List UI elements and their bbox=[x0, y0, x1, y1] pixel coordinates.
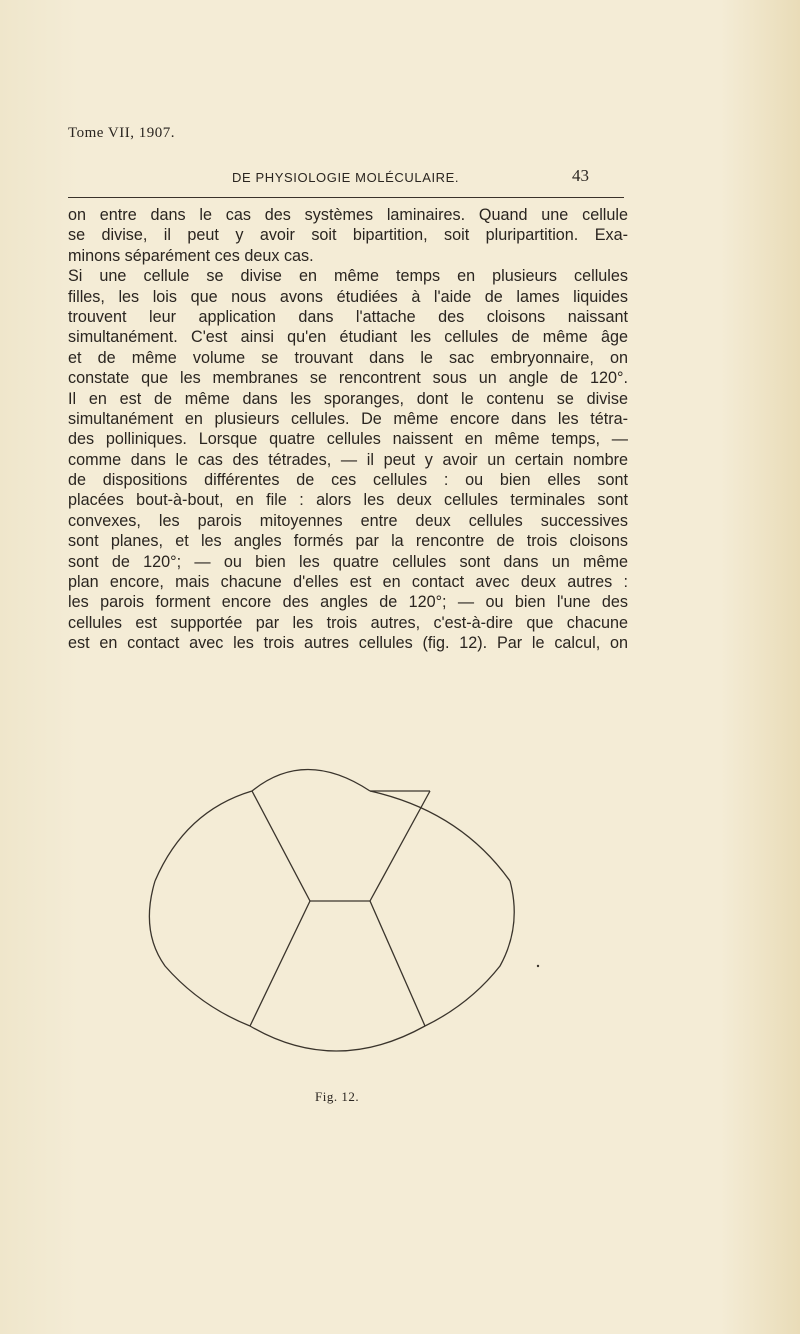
cell-tetrad-diagram bbox=[140, 756, 540, 1086]
text-line: simultanément en plusieurs cellules. De même encore dans les tétra- bbox=[68, 409, 628, 428]
figure-12 bbox=[140, 756, 540, 1086]
text-line: comme dans le cas des tétrades, — il peut y avoir un certain nombre bbox=[68, 450, 628, 469]
inner-line-left bbox=[252, 791, 310, 901]
outer-arc-upper-right bbox=[370, 791, 510, 881]
text-line: est en contact avec les trois autres cellules (fig. 12). Par le calcul, on bbox=[68, 634, 628, 653]
outer-arc-left bbox=[149, 881, 250, 1026]
text-line: plan encore, mais chacune d'elles est en contact avec deux autres : bbox=[68, 573, 628, 592]
text-line: se divise, il peut y avoir soit bipartition, soit pluripartition. Exa- bbox=[68, 226, 628, 245]
outer-arc-upper-left bbox=[155, 791, 252, 881]
text-line: placées bout-à-bout, en file : alors les deux cellules terminales sont bbox=[68, 491, 628, 510]
page-number: 43 bbox=[572, 166, 589, 185]
text-line: on entre dans le cas des systèmes laminaires. Quand une cellule bbox=[68, 206, 628, 224]
text-line: sont de 120°; — ou bien les quatre cellules sont dans un même bbox=[68, 552, 628, 571]
text-line: cellules est supportée par les trois autres, c'est-à-dire que chacune bbox=[68, 613, 628, 632]
body-text bbox=[68, 205, 628, 654]
volume-label: Tome VII, 1907. bbox=[68, 125, 175, 141]
outer-arc-right bbox=[425, 881, 514, 1026]
text-line: constate que les membranes se rencontrent sous un angle de 120°. bbox=[68, 369, 628, 388]
outer-arc-bottom bbox=[250, 1026, 425, 1051]
running-title: DE PHYSIOLOGIE MOLÉCULAIRE. bbox=[232, 170, 460, 185]
text-line: minons séparément ces deux cas. bbox=[68, 246, 314, 265]
outer-arc-top bbox=[252, 770, 370, 792]
text-line: trouvent leur application dans l'attache des cloisons naissant bbox=[68, 307, 628, 326]
text-line: de dispositions différentes de ces cellules : ou bien elles sont bbox=[68, 471, 628, 490]
inner-line-right bbox=[370, 791, 430, 901]
figure-caption: Fig. 12. bbox=[315, 1089, 360, 1104]
stray-dot bbox=[537, 965, 539, 967]
text-line: les parois forment encore des angles de 120°; — ou bien l'une des bbox=[68, 593, 628, 612]
inner-line-lower-right bbox=[370, 901, 425, 1026]
text-line: Il en est de même dans les sporanges, dont le contenu se divise bbox=[68, 389, 628, 408]
text-line: simultanément. C'est ainsi qu'en étudiant les cellules de même âge bbox=[68, 328, 628, 347]
text-line: des polliniques. Lorsque quatre cellules naissent en même temps, — bbox=[68, 430, 628, 449]
text-line: Si une cellule se divise en même temps en plusieurs cellules bbox=[68, 267, 628, 286]
text-line: convexes, les parois mitoyennes entre deux cellules successives bbox=[68, 511, 628, 530]
text-line: sont planes, et les angles formés par la rencontre de trois cloisons bbox=[68, 532, 628, 551]
header-rule bbox=[68, 197, 624, 198]
text-line: et de même volume se trouvant dans le sac embryonnaire, on bbox=[68, 348, 628, 367]
text-line: filles, les lois que nous avons étudiées à l'aide de lames liquides bbox=[68, 287, 628, 306]
inner-line-lower-left bbox=[250, 901, 310, 1026]
